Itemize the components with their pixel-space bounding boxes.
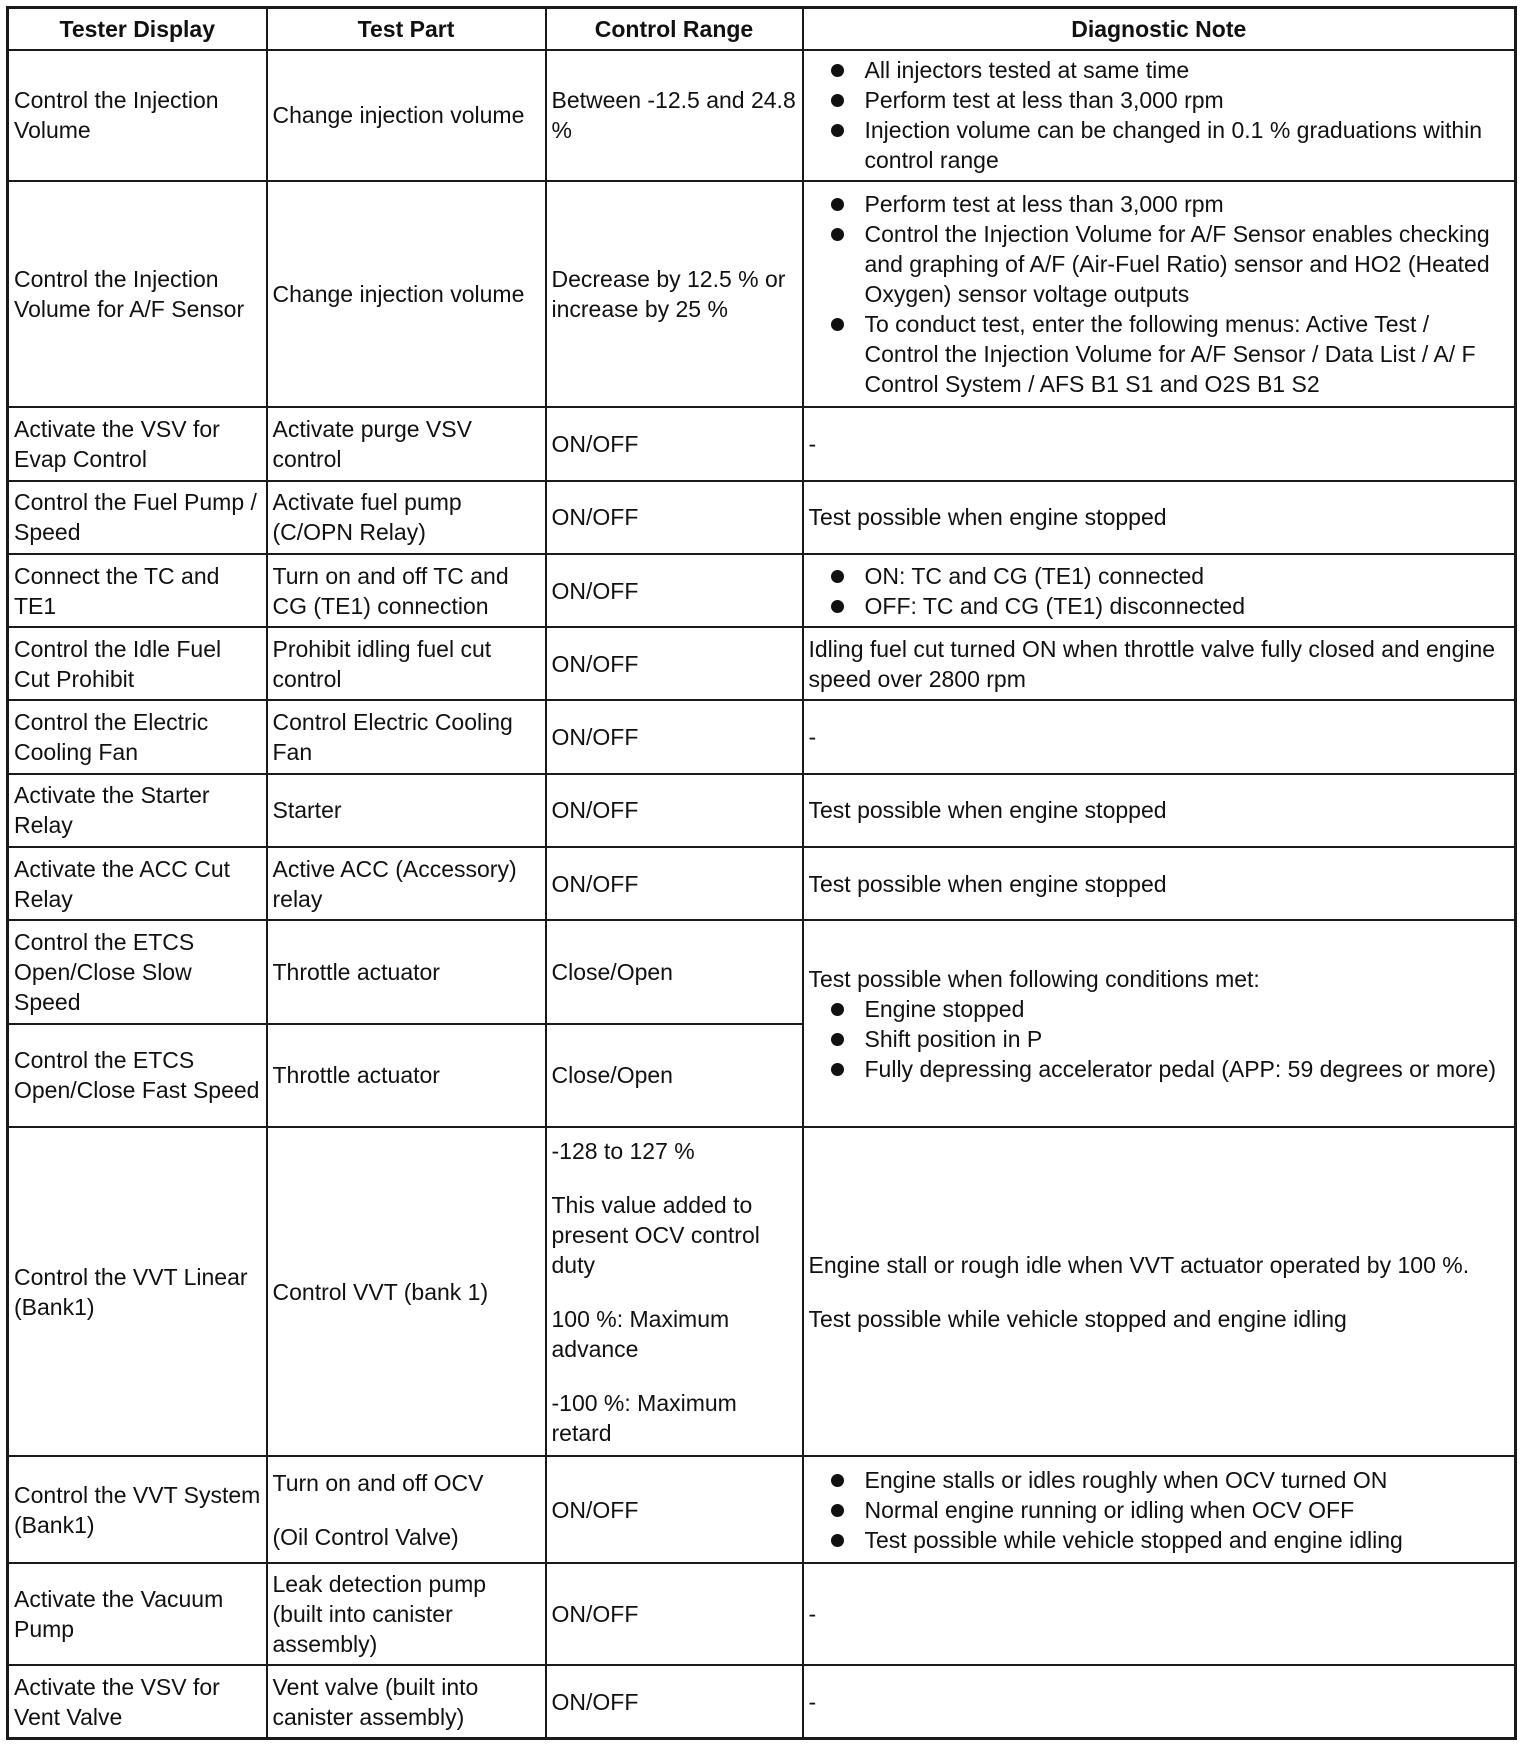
note-bullet-list	[809, 561, 1510, 621]
note-bullet: Injection volume can be changed in 0.1 % graduations within control range	[809, 115, 1510, 175]
note-bullet: Perform test at less than 3,000 rpm	[809, 189, 1510, 219]
cell-control-range: ON/OFF	[546, 407, 803, 480]
cell-test-part: Throttle actuator	[267, 1024, 546, 1127]
table-row	[8, 181, 1516, 408]
note-bullet-list	[809, 1465, 1510, 1555]
table-row	[8, 1665, 1516, 1738]
note-bullet: Control the Injection Volume for A/F Sensor enables checking and graphing of A/F (Air-Fuel Ratio) sensor and HO2 (Heated Oxygen) sensor voltage outputs	[809, 219, 1510, 309]
cell-diagnostic-note	[803, 1456, 1516, 1562]
note-bullet: All injectors tested at same time	[809, 55, 1510, 85]
cell-tester-display: Control the Electric Cooling Fan	[8, 700, 267, 773]
header-row	[8, 8, 1516, 51]
table-row	[8, 774, 1516, 847]
cell-test-part: Change injection volume	[267, 181, 546, 408]
cell-test-part: Activate fuel pump (C/OPN Relay)	[267, 481, 546, 554]
cell-tester-display: Control the ETCS Open/Close Slow Speed	[8, 920, 267, 1023]
cell-test-part: Change injection volume	[267, 50, 546, 181]
cell-test-part: Control VVT (bank 1)	[267, 1127, 546, 1456]
cell-control-range: ON/OFF	[546, 481, 803, 554]
cell-test-part: Throttle actuator	[267, 920, 546, 1023]
cell-test-part: Prohibit idling fuel cut control	[267, 627, 546, 700]
cell-test-part: Vent valve (built into canister assembly)	[267, 1665, 546, 1738]
cell-diagnostic-note: Test possible when engine stopped	[803, 481, 1516, 554]
cell-test-part: Starter	[267, 774, 546, 847]
cell-diagnostic-note	[803, 181, 1516, 408]
cell-tester-display: Control the Fuel Pump / Speed	[8, 481, 267, 554]
table-row	[8, 50, 1516, 181]
bullet-icon	[831, 570, 844, 583]
cell-test-part	[267, 1456, 546, 1562]
cell-control-range: Close/Open	[546, 1024, 803, 1127]
note-bullet: OFF: TC and CG (TE1) disconnected	[809, 591, 1510, 621]
table-row	[8, 407, 1516, 480]
table-row	[8, 627, 1516, 700]
note-bullet: Test possible while vehicle stopped and engine idling	[809, 1525, 1510, 1555]
bullet-icon	[831, 1003, 844, 1016]
note-bullet-list	[809, 994, 1510, 1084]
cell-control-range: ON/OFF	[546, 1456, 803, 1562]
cell-diagnostic-note: -	[803, 1563, 1516, 1665]
bullet-icon	[831, 94, 844, 107]
cell-diagnostic-note	[803, 554, 1516, 627]
range-paragraph: -128 to 127 %	[551, 1137, 695, 1164]
bullet-icon	[831, 198, 844, 211]
cell-test-part: Turn on and off TC and CG (TE1) connection	[267, 554, 546, 627]
etcs-conditions-intro: Test possible when following conditions met:	[808, 965, 1260, 992]
table-row	[8, 1563, 1516, 1665]
note-paragraph: Test possible while vehicle stopped and engine idling	[808, 1305, 1347, 1332]
cell-tester-display: Control the Injection Volume for A/F Sensor	[8, 181, 267, 408]
table-row	[8, 1456, 1516, 1562]
cell-tester-display: Control the VVT Linear (Bank1)	[8, 1127, 267, 1456]
bullet-icon	[831, 1063, 844, 1076]
bullet-icon	[831, 124, 844, 137]
cell-control-range	[546, 1127, 803, 1456]
bullet-icon	[831, 1534, 844, 1547]
cell-tester-display: Control the Injection Volume	[8, 50, 267, 181]
cell-diagnostic-note: Test possible when engine stopped	[803, 774, 1516, 847]
bullet-icon	[831, 1504, 844, 1517]
table-row	[8, 481, 1516, 554]
table-row	[8, 1127, 1516, 1456]
table-row	[8, 700, 1516, 773]
cell-diagnostic-note: -	[803, 407, 1516, 480]
cell-diagnostic-note: -	[803, 1665, 1516, 1738]
bullet-icon	[831, 1033, 844, 1046]
bullet-icon	[831, 64, 844, 77]
note-bullet: Engine stalls or idles roughly when OCV turned ON	[809, 1465, 1510, 1495]
note-bullet: To conduct test, enter the following menus: Active Test / Control the Injection Volume for A/F Sensor / Data List / A/ F Control System / AFS B1 S1 and O2S B1 S2	[809, 309, 1510, 399]
cell-diagnostic-note	[803, 50, 1516, 181]
note-bullet: Engine stopped	[809, 994, 1510, 1024]
note-paragraph: Engine stall or rough idle when VVT actuator operated by 100 %.	[808, 1251, 1470, 1278]
header-tester-display: Tester Display	[8, 8, 267, 51]
range-paragraph: This value added to present OCV control duty	[551, 1191, 760, 1278]
active-test-table	[6, 6, 1517, 1740]
bullet-icon	[831, 600, 844, 613]
note-bullet: ON: TC and CG (TE1) connected	[809, 561, 1510, 591]
diagnostic-table-document	[6, 6, 1514, 1740]
cell-tester-display: Activate the VSV for Evap Control	[8, 407, 267, 480]
cell-tester-display: Control the ETCS Open/Close Fast Speed	[8, 1024, 267, 1127]
cell-control-range: ON/OFF	[546, 1563, 803, 1665]
table-row	[8, 847, 1516, 920]
range-paragraph: 100 %: Maximum advance	[551, 1305, 730, 1362]
header-diagnostic-note: Diagnostic Note	[803, 8, 1516, 51]
note-bullet-list	[809, 55, 1510, 175]
cell-tester-display: Activate the Starter Relay	[8, 774, 267, 847]
cell-control-range: Close/Open	[546, 920, 803, 1023]
cell-test-part: Activate purge VSV control	[267, 407, 546, 480]
table-row	[8, 920, 1516, 1023]
cell-control-range: Between -12.5 and 24.8 %	[546, 50, 803, 181]
part-paragraph: (Oil Control Valve)	[272, 1523, 459, 1550]
bullet-icon	[831, 1474, 844, 1487]
cell-diagnostic-note: -	[803, 700, 1516, 773]
cell-control-range: ON/OFF	[546, 700, 803, 773]
cell-control-range: ON/OFF	[546, 554, 803, 627]
cell-control-range: ON/OFF	[546, 1665, 803, 1738]
note-bullet: Normal engine running or idling when OCV OFF	[809, 1495, 1510, 1525]
cell-tester-display: Activate the VSV for Vent Valve	[8, 1665, 267, 1738]
cell-diagnostic-note	[803, 1127, 1516, 1456]
cell-control-range: Decrease by 12.5 % or increase by 25 %	[546, 181, 803, 408]
cell-control-range: ON/OFF	[546, 774, 803, 847]
table-row	[8, 554, 1516, 627]
cell-control-range: ON/OFF	[546, 847, 803, 920]
cell-tester-display: Connect the TC and TE1	[8, 554, 267, 627]
cell-tester-display: Control the Idle Fuel Cut Prohibit	[8, 627, 267, 700]
note-bullet: Perform test at less than 3,000 rpm	[809, 85, 1510, 115]
cell-diagnostic-note-etcs-shared	[803, 920, 1516, 1127]
bullet-icon	[831, 318, 844, 331]
note-bullet: Shift position in P	[809, 1024, 1510, 1054]
cell-control-range: ON/OFF	[546, 627, 803, 700]
range-paragraph: -100 %: Maximum retard	[551, 1389, 737, 1446]
cell-tester-display: Control the VVT System (Bank1)	[8, 1456, 267, 1562]
part-paragraph: Turn on and off OCV	[272, 1469, 484, 1496]
cell-diagnostic-note: Test possible when engine stopped	[803, 847, 1516, 920]
cell-test-part: Leak detection pump (built into canister assembly)	[267, 1563, 546, 1665]
cell-tester-display: Activate the ACC Cut Relay	[8, 847, 267, 920]
header-control-range: Control Range	[546, 8, 803, 51]
cell-test-part: Control Electric Cooling Fan	[267, 700, 546, 773]
cell-diagnostic-note: Idling fuel cut turned ON when throttle valve fully closed and engine speed over 2800 rpm	[803, 627, 1516, 700]
note-bullet-list	[809, 189, 1510, 399]
cell-test-part: Active ACC (Accessory) relay	[267, 847, 546, 920]
header-test-part: Test Part	[267, 8, 546, 51]
note-bullet: Fully depressing accelerator pedal (APP: 59 degrees or more)	[809, 1054, 1510, 1084]
cell-tester-display: Activate the Vacuum Pump	[8, 1563, 267, 1665]
bullet-icon	[831, 228, 844, 241]
